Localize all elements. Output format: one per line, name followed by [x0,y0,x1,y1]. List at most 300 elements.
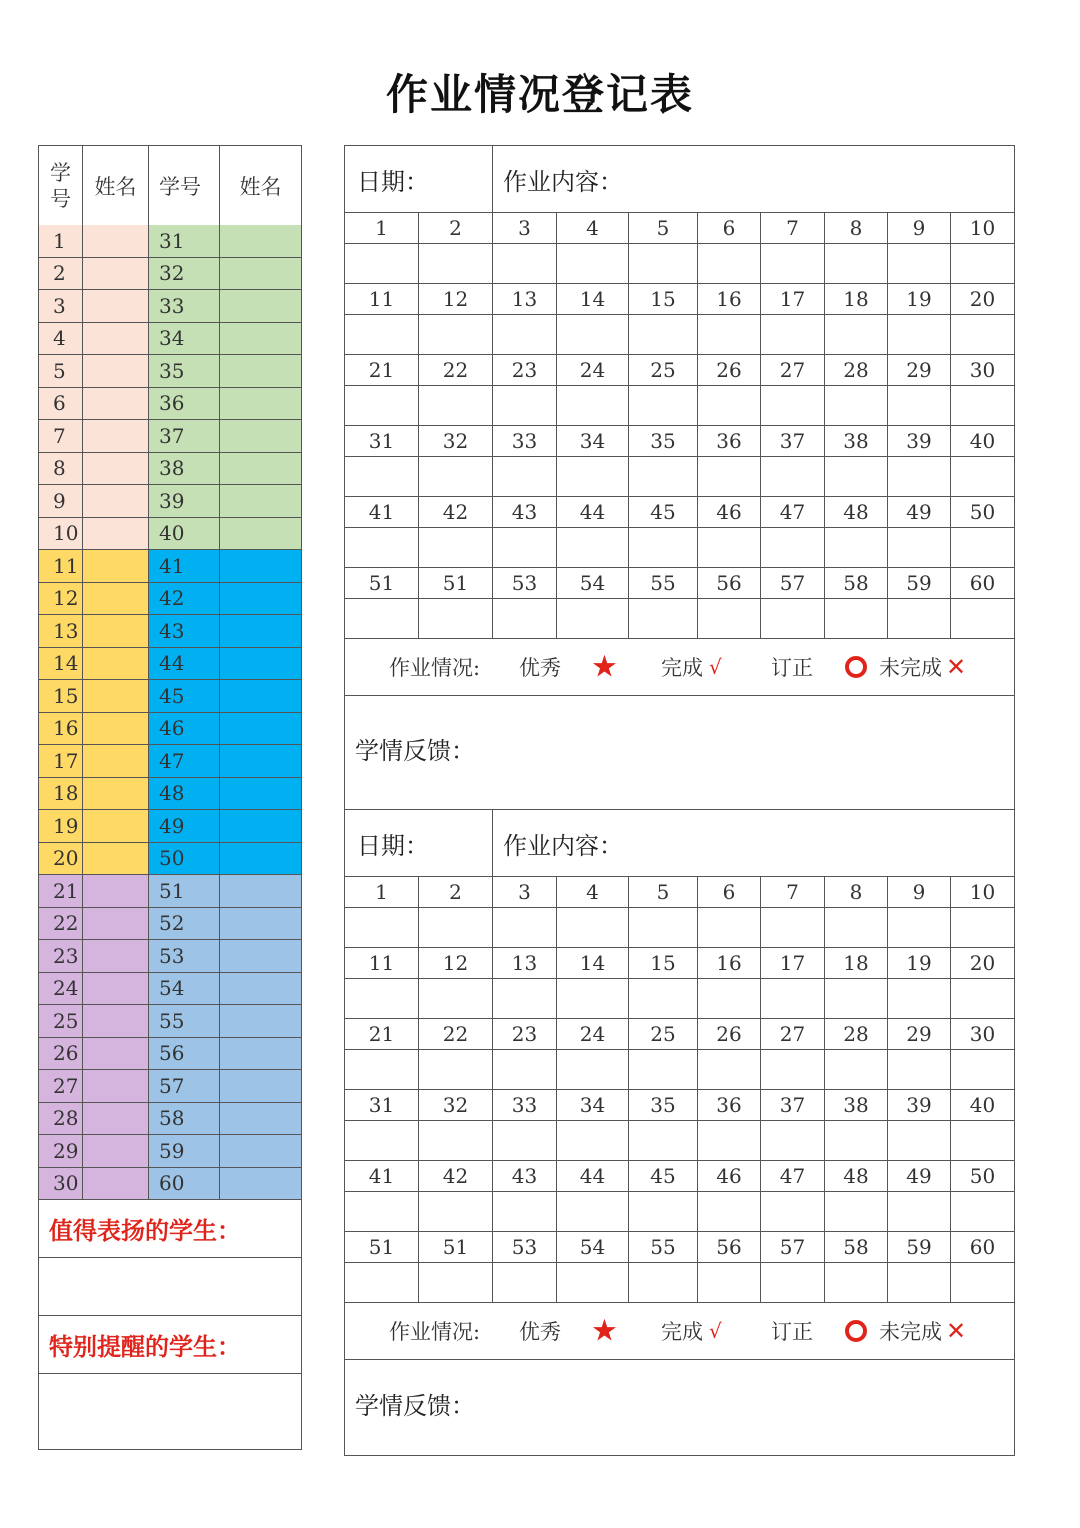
status-mark-cell[interactable] [419,979,493,1018]
student-name-right[interactable] [220,778,301,810]
grid-number-cell: 59 [888,1232,951,1262]
status-mark-cell[interactable] [951,528,1014,567]
status-mark-cell[interactable] [761,1050,825,1089]
grid-number-cell: 40 [969,1093,996,1117]
grid-number-cell: 39 [888,1090,951,1120]
status-mark-cell[interactable] [825,244,888,283]
grid-number-cell: 36 [698,1090,761,1120]
student-name-left[interactable] [83,973,149,1005]
legend-label: 作业情况: [389,656,481,680]
status-mark-cell[interactable] [825,1192,888,1231]
student-name-left[interactable] [83,908,149,940]
student-name-right[interactable] [220,713,301,745]
feedback-label[interactable]: 学情反馈： [355,1391,475,1420]
status-mark-cell[interactable] [419,1121,493,1160]
date-field[interactable]: 日期： [345,810,493,876]
grid-number-cell: 46 [698,1161,761,1191]
status-mark-cell[interactable] [888,244,951,283]
praise-input-area[interactable] [39,1258,301,1316]
student-number-left: 9 [39,485,83,517]
status-mark-cell[interactable] [761,979,825,1018]
status-mark-cell[interactable] [557,1050,629,1089]
status-mark-cell[interactable] [493,315,557,354]
grid-number-cell: 13 [493,284,557,314]
student-name-left[interactable] [83,1038,149,1070]
status-mark-cell[interactable] [345,908,419,947]
status-mark-cell[interactable] [557,979,629,1018]
legend-incomplete: 未完成 [879,1320,942,1344]
status-mark-cell[interactable] [761,908,825,947]
status-mark-cell[interactable] [419,315,493,354]
status-mark-cell[interactable] [825,1121,888,1160]
roster-row [39,583,301,616]
grid-number-cell: 21 [345,1019,419,1049]
grid-number-cell: 18 [825,948,888,978]
status-mark-row [345,1192,1014,1232]
roster-row [39,225,301,258]
status-mark-cell[interactable] [629,457,698,496]
roster-row [39,258,301,291]
student-name-left[interactable] [83,843,149,875]
grid-number-cell: 23 [493,355,557,385]
status-mark-cell[interactable] [419,599,493,638]
status-mark-cell[interactable] [493,1192,557,1231]
status-mark-cell[interactable] [629,599,698,638]
roster-row [39,680,301,713]
status-mark-cell[interactable] [629,528,698,567]
grid-number-cell: 48 [825,497,888,527]
status-mark-cell[interactable] [557,908,629,947]
student-name-left[interactable] [83,388,149,420]
status-mark-cell[interactable] [345,599,419,638]
student-name-right[interactable] [220,518,301,550]
student-name-left[interactable] [83,810,149,842]
status-mark-cell[interactable] [698,528,761,567]
grid-number-cell: 2 [419,213,493,243]
grid-number-cell: 34 [557,426,629,456]
student-name-right[interactable] [220,810,301,842]
status-mark-cell[interactable] [761,386,825,425]
remind-input-area[interactable] [39,1374,301,1449]
status-mark-cell[interactable] [761,1121,825,1160]
grid-number-cell: 33 [493,426,557,456]
student-name-left[interactable] [83,875,149,907]
feedback-label[interactable]: 学情反馈： [355,736,475,765]
status-mark-cell[interactable] [419,908,493,947]
student-number-row [345,284,1014,315]
status-mark-cell[interactable] [888,386,951,425]
student-name-right[interactable] [220,225,301,257]
circle-icon [845,656,867,678]
student-name-left[interactable] [83,1135,149,1167]
student-name-left[interactable] [83,1070,149,1102]
grid-number-cell: 42 [419,1161,493,1191]
student-name-right[interactable] [220,1168,301,1200]
grid-number-cell: 25 [629,355,698,385]
grid-number-cell: 28 [825,1019,888,1049]
student-name-left[interactable] [83,778,149,810]
grid-number-cell: 43 [493,1161,557,1191]
status-mark-cell[interactable] [888,908,951,947]
status-mark-cell[interactable] [698,1121,761,1160]
roster-row [39,1103,301,1136]
status-mark-cell[interactable] [493,979,557,1018]
student-name-left[interactable] [83,745,149,777]
status-mark-cell[interactable] [698,908,761,947]
grid-number-cell: 34 [557,1090,629,1120]
student-number-left: 27 [39,1070,83,1102]
student-name-left[interactable] [83,1168,149,1200]
student-name-right[interactable] [220,453,301,485]
grid-number-cell: 58 [825,568,888,598]
student-name-right[interactable] [220,875,301,907]
student-name-right[interactable] [220,908,301,940]
status-mark-cell[interactable] [345,315,419,354]
status-mark-cell[interactable] [888,528,951,567]
status-mark-cell[interactable] [345,979,419,1018]
student-name-right[interactable] [220,290,301,322]
status-mark-cell[interactable] [888,315,951,354]
status-mark-cell[interactable] [825,528,888,567]
header-student-number-1 [39,146,83,225]
status-mark-cell[interactable] [493,1050,557,1089]
student-name-right[interactable] [220,1005,301,1037]
grid-number-cell: 17 [761,948,825,978]
status-mark-cell[interactable] [825,386,888,425]
student-number-row [345,1019,1014,1050]
grid-number-cell: 56 [698,568,761,598]
student-name-right[interactable] [220,420,301,452]
grid-number-cell: 45 [629,497,698,527]
grid-number-cell: 27 [761,355,825,385]
student-name-left[interactable] [83,453,149,485]
student-number-right: 31 [149,225,220,257]
student-name-right[interactable] [220,258,301,290]
status-mark-cell[interactable] [629,244,698,283]
grid-number-cell: 51 [345,1232,419,1262]
grid-number-cell: 41 [345,1161,419,1191]
student-number-right: 54 [149,973,220,1005]
status-mark-cell[interactable] [493,457,557,496]
grid-number-cell: 46 [698,497,761,527]
grid-number-cell: 40 [969,429,996,453]
student-name-left[interactable] [83,323,149,355]
roster-row [39,485,301,518]
grid-number-cell: 26 [698,355,761,385]
student-number-left: 12 [39,583,83,615]
status-mark-cell[interactable] [951,244,1014,283]
student-name-right[interactable] [220,1070,301,1102]
status-mark-cell[interactable] [825,315,888,354]
status-mark-cell[interactable] [698,599,761,638]
status-mark-cell[interactable] [345,1192,419,1231]
student-number-left: 28 [39,1103,83,1135]
status-mark-cell[interactable] [345,244,419,283]
homework-content-field[interactable]: 作业内容： [503,167,623,196]
status-mark-cell[interactable] [888,457,951,496]
status-mark-cell[interactable] [698,979,761,1018]
student-name-left[interactable] [83,355,149,387]
star-icon: ★ [591,1313,618,1349]
grid-number-cell: 55 [629,1232,698,1262]
grid-number-cell: 19 [888,284,951,314]
grid-number-cell: 36 [698,426,761,456]
status-mark-cell[interactable] [345,457,419,496]
student-name-right[interactable] [220,550,301,582]
status-mark-cell[interactable] [761,244,825,283]
date-field[interactable]: 日期： [345,146,493,212]
status-mark-cell[interactable] [951,1121,1014,1160]
status-mark-cell[interactable] [557,315,629,354]
status-mark-cell[interactable] [761,528,825,567]
roster-row [39,973,301,1006]
status-mark-cell[interactable] [698,315,761,354]
status-mark-cell[interactable] [557,244,629,283]
status-mark-cell[interactable] [629,1121,698,1160]
student-name-right[interactable] [220,648,301,680]
status-mark-cell[interactable] [493,599,557,638]
circle-icon [845,1320,867,1342]
grid-number-cell: 51 [345,568,419,598]
student-number-left: 1 [39,225,83,257]
student-name-right[interactable] [220,615,301,647]
roster-row [39,875,301,908]
status-mark-row [345,1050,1014,1090]
grid-number-cell: 56 [698,1232,761,1262]
grid-number-cell: 3 [493,213,557,243]
status-mark-cell[interactable] [493,528,557,567]
status-mark-cell[interactable] [951,979,1014,1018]
status-mark-cell[interactable] [419,1050,493,1089]
student-number-left: 24 [39,973,83,1005]
status-mark-cell[interactable] [557,457,629,496]
status-mark-cell[interactable] [557,599,629,638]
status-mark-cell[interactable] [629,1050,698,1089]
legend-excellent: 优秀 [519,656,561,680]
record-panel-1 [344,145,1015,810]
grid-number-cell: 33 [493,1090,557,1120]
status-mark-cell[interactable] [419,244,493,283]
student-name-left[interactable] [83,680,149,712]
student-name-left[interactable] [83,518,149,550]
status-mark-cell[interactable] [825,908,888,947]
student-number-left: 22 [39,908,83,940]
status-mark-cell[interactable] [825,979,888,1018]
grid-number-cell: 1 [345,213,419,243]
status-mark-cell[interactable] [888,1121,951,1160]
status-mark-cell[interactable] [629,386,698,425]
grid-number-cell: 6 [698,213,761,243]
status-mark-cell[interactable] [951,1192,1014,1231]
status-mark-cell[interactable] [629,979,698,1018]
status-mark-cell[interactable] [557,1192,629,1231]
student-name-left[interactable] [83,1005,149,1037]
roster-row [39,940,301,973]
student-name-right[interactable] [220,940,301,972]
student-number-left: 23 [39,940,83,972]
student-name-left[interactable] [83,713,149,745]
student-number-row [345,877,1014,908]
student-name-right[interactable] [220,485,301,517]
student-name-right[interactable] [220,1135,301,1167]
status-mark-cell[interactable] [951,599,1014,638]
status-mark-cell[interactable] [761,1192,825,1231]
check-icon: √ [709,1319,722,1343]
grid-number-cell: 16 [698,284,761,314]
grid-number-cell: 15 [629,948,698,978]
roster-row [39,908,301,941]
status-mark-cell[interactable] [698,244,761,283]
status-mark-cell[interactable] [888,979,951,1018]
student-number-row [345,1161,1014,1192]
student-roster [38,145,302,1450]
grid-number-cell: 38 [825,426,888,456]
status-mark-cell[interactable] [629,908,698,947]
grid-number-cell: 58 [825,1232,888,1262]
status-mark-cell[interactable] [698,1192,761,1231]
student-name-right[interactable] [220,388,301,420]
roster-row [39,1070,301,1103]
grid-number-cell: 20 [969,951,996,975]
roster-row [39,323,301,356]
status-mark-cell[interactable] [951,908,1014,947]
status-mark-cell[interactable] [345,1050,419,1089]
student-name-left[interactable] [83,583,149,615]
student-number-row [345,568,1014,599]
grid-number-cell: 5 [629,213,698,243]
grid-number-cell: 47 [761,497,825,527]
student-number-right: 60 [149,1168,220,1200]
praise-label: 值得表扬的学生： [39,1200,301,1258]
student-name-right[interactable] [220,745,301,777]
student-name-left[interactable] [83,258,149,290]
roster-row [39,1038,301,1071]
grid-number-cell: 3 [493,877,557,907]
student-name-left[interactable] [83,940,149,972]
status-mark-cell[interactable] [761,457,825,496]
status-mark-cell[interactable] [825,1263,888,1302]
status-mark-cell[interactable] [888,599,951,638]
status-mark-cell[interactable] [825,457,888,496]
grid-number-cell: 49 [888,497,951,527]
student-name-left[interactable] [83,225,149,257]
status-mark-cell[interactable] [825,1050,888,1089]
status-mark-row [345,908,1014,948]
grid-number-cell: 53 [493,1232,557,1262]
student-name-right[interactable] [220,355,301,387]
grid-number-cell: 26 [698,1019,761,1049]
roster-row [39,1168,301,1201]
student-name-left[interactable] [83,485,149,517]
status-mark-cell[interactable] [419,1192,493,1231]
cross-icon: ✕ [946,1317,967,1345]
roster-row [39,713,301,746]
status-mark-cell[interactable] [345,1121,419,1160]
student-name-left[interactable] [83,550,149,582]
page-title: 作业情况登记表 [385,70,694,119]
status-mark-cell[interactable] [493,1121,557,1160]
status-mark-cell[interactable] [761,599,825,638]
student-name-right[interactable] [220,843,301,875]
header-name-1: 姓名 [83,146,149,225]
grid-number-cell: 6 [698,877,761,907]
student-name-right[interactable] [220,973,301,1005]
status-mark-cell[interactable] [698,457,761,496]
status-mark-cell[interactable] [951,386,1014,425]
status-mark-cell[interactable] [493,908,557,947]
status-mark-row [345,386,1014,426]
student-name-right[interactable] [220,1038,301,1070]
student-name-left[interactable] [83,648,149,680]
status-mark-cell[interactable] [345,528,419,567]
status-mark-cell[interactable] [419,457,493,496]
student-name-left[interactable] [83,290,149,322]
status-mark-row [345,979,1014,1019]
status-mark-cell[interactable] [698,386,761,425]
status-mark-cell[interactable] [761,315,825,354]
student-number-left: 20 [39,843,83,875]
status-mark-cell[interactable] [888,1050,951,1089]
student-name-left[interactable] [83,420,149,452]
status-mark-cell[interactable] [951,457,1014,496]
status-mark-cell[interactable] [493,244,557,283]
grid-number-cell: 53 [493,568,557,598]
status-mark-cell[interactable] [557,386,629,425]
status-mark-cell[interactable] [698,1050,761,1089]
status-mark-cell[interactable] [419,528,493,567]
student-name-left[interactable] [83,615,149,647]
grid-number-cell: 45 [629,1161,698,1191]
student-name-right[interactable] [220,323,301,355]
status-mark-cell[interactable] [761,1263,825,1302]
status-mark-cell[interactable] [557,1263,629,1302]
student-number-row [345,213,1014,244]
status-mark-cell[interactable] [345,1263,419,1302]
grid-number-cell: 11 [345,948,419,978]
status-mark-cell[interactable] [698,1263,761,1302]
student-name-right[interactable] [220,1103,301,1135]
grid-number-cell: 13 [493,948,557,978]
status-mark-cell[interactable] [888,1263,951,1302]
student-number-left: 15 [39,680,83,712]
status-mark-cell[interactable] [951,1050,1014,1089]
status-mark-cell[interactable] [951,1263,1014,1302]
grid-number-cell: 30 [969,1022,996,1046]
student-name-left[interactable] [83,1103,149,1135]
status-mark-cell[interactable] [419,386,493,425]
status-legend [345,1303,1014,1360]
status-mark-cell[interactable] [557,528,629,567]
status-mark-cell[interactable] [557,1121,629,1160]
status-mark-cell[interactable] [629,1263,698,1302]
status-mark-cell[interactable] [825,599,888,638]
status-mark-cell[interactable] [951,315,1014,354]
status-mark-cell[interactable] [629,1192,698,1231]
student-number-row [345,1232,1014,1263]
status-mark-cell[interactable] [888,1192,951,1231]
homework-content-field[interactable]: 作业内容： [503,831,623,860]
status-mark-cell[interactable] [629,315,698,354]
roster-row [39,290,301,323]
status-mark-cell[interactable] [419,1263,493,1302]
student-number-right: 42 [149,583,220,615]
status-mark-row [345,315,1014,355]
status-mark-cell[interactable] [345,386,419,425]
status-mark-cell[interactable] [493,1263,557,1302]
student-name-right[interactable] [220,680,301,712]
status-mark-cell[interactable] [493,386,557,425]
student-name-right[interactable] [220,583,301,615]
